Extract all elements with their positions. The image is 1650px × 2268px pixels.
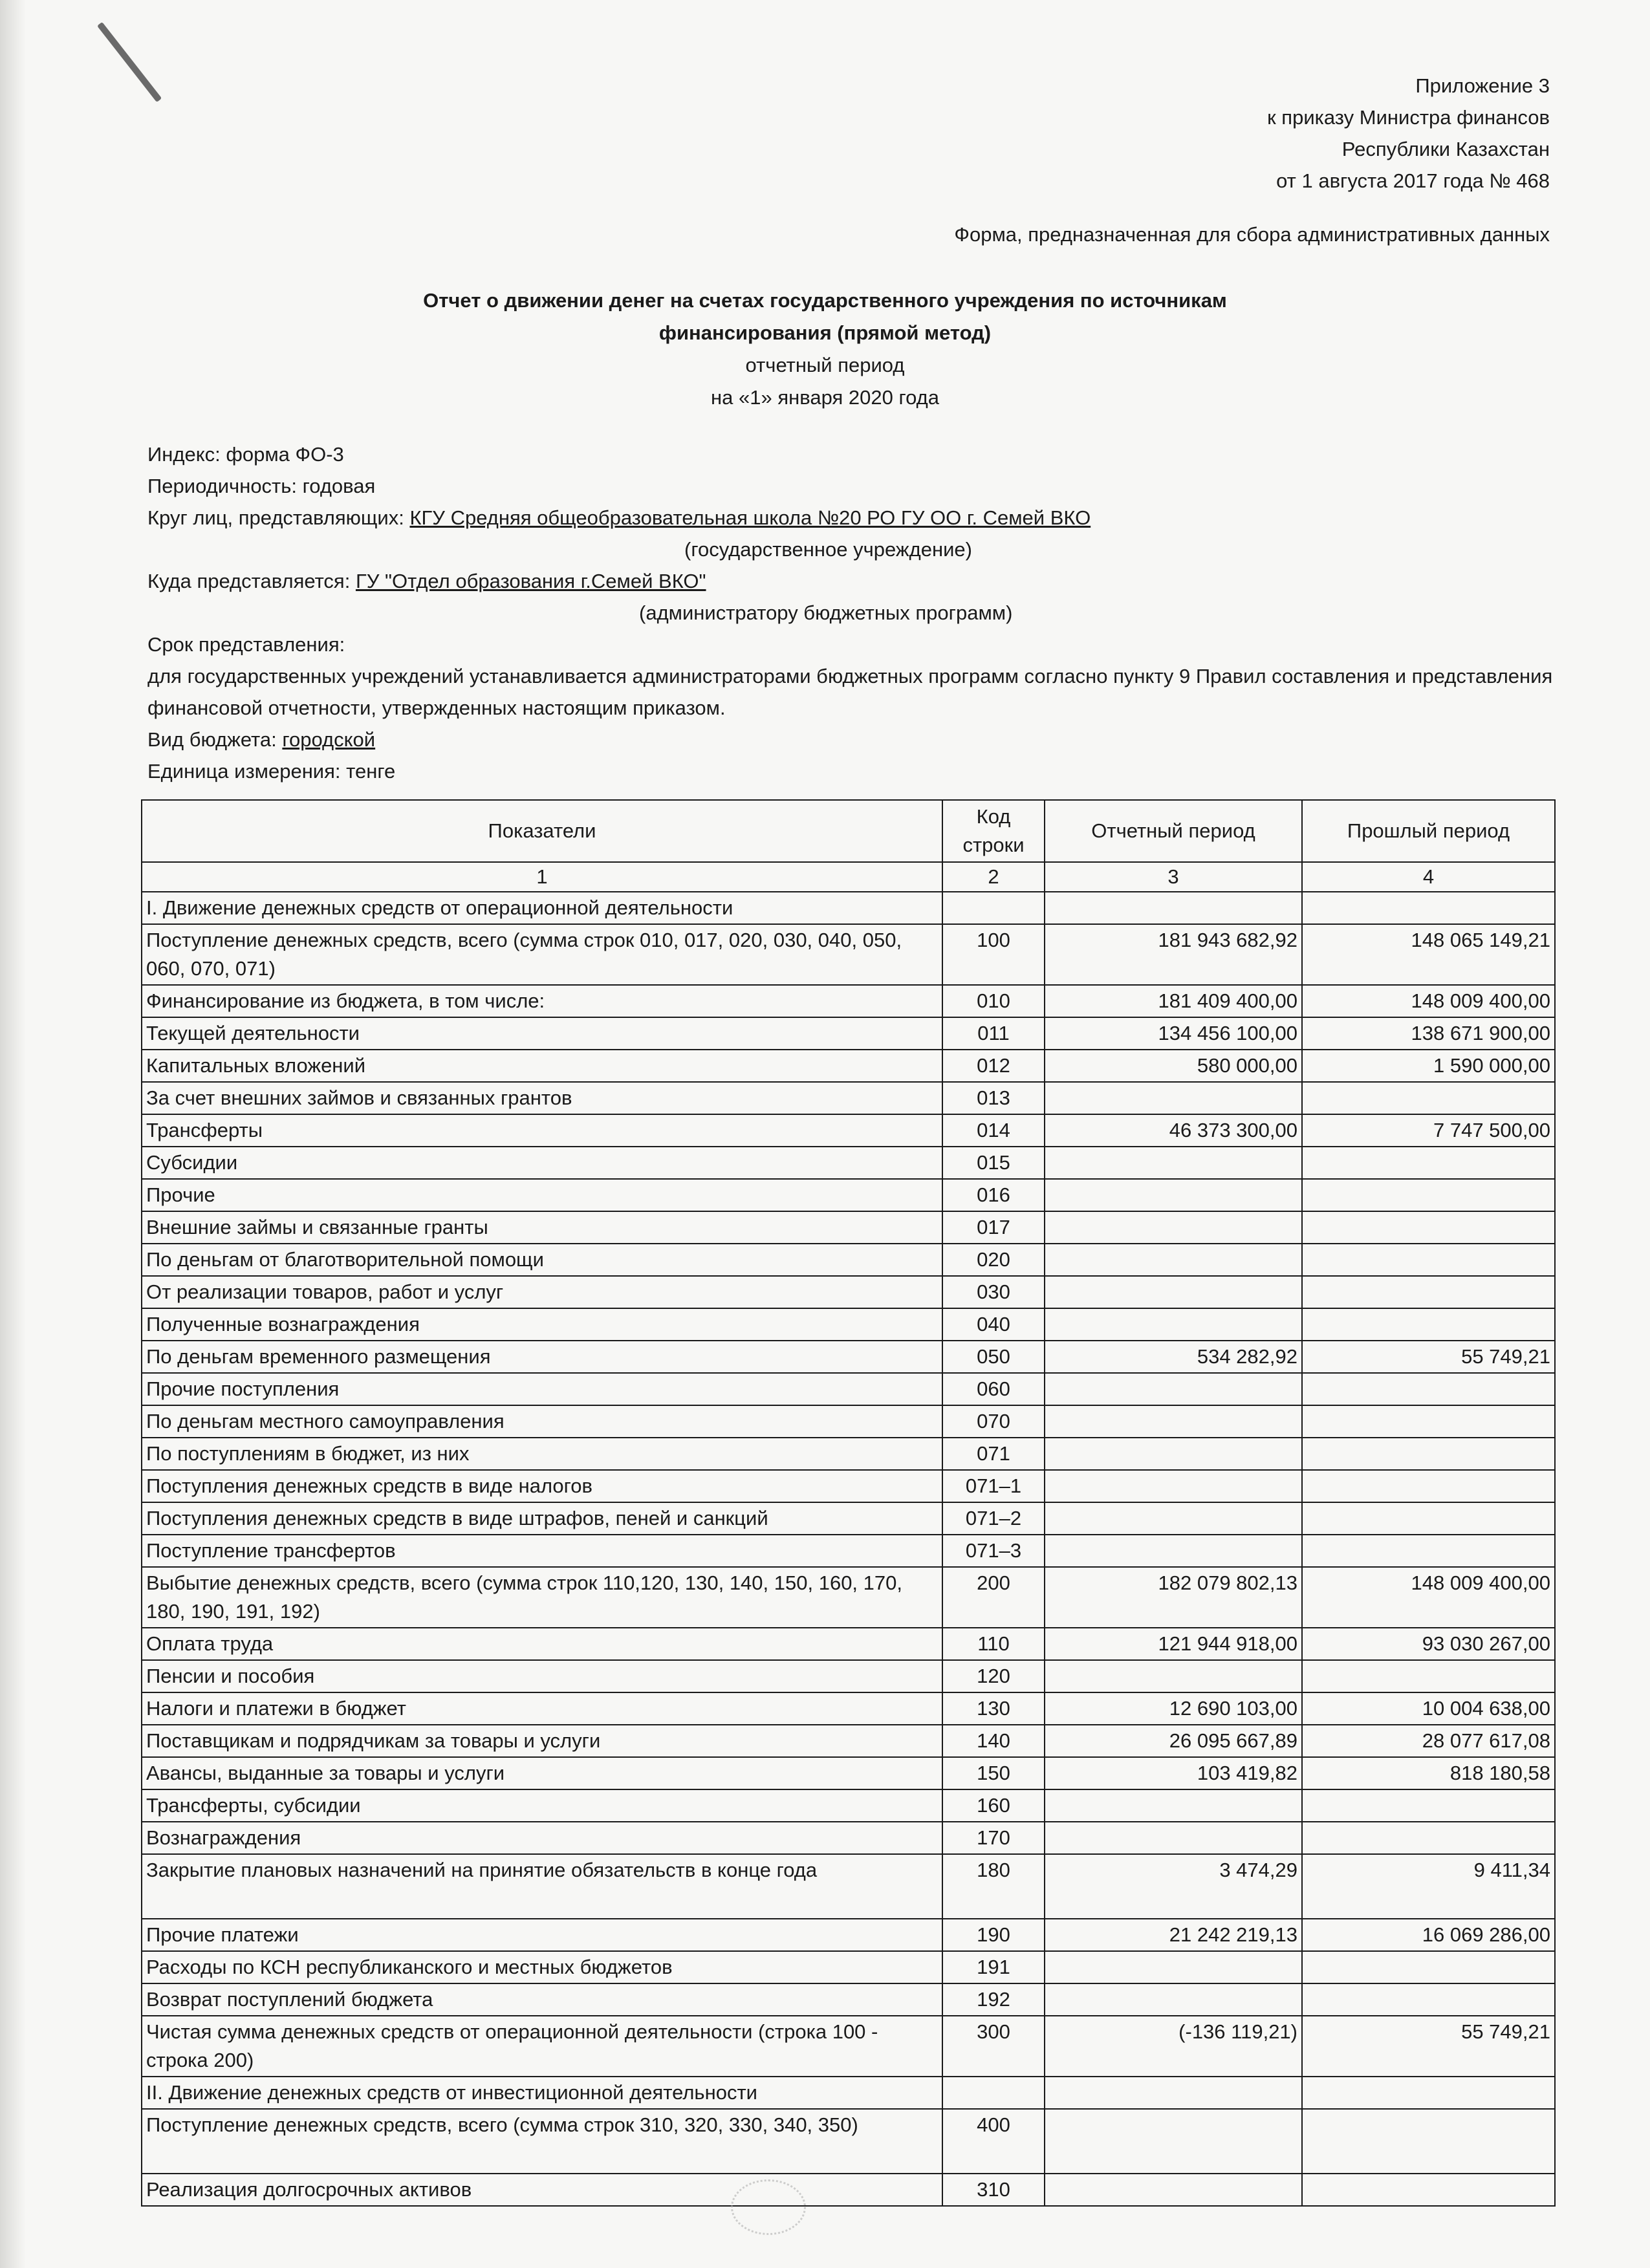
- row-current-value: [1045, 1438, 1302, 1470]
- row-previous-value: [1302, 1147, 1555, 1179]
- column-number-row: [142, 862, 1555, 892]
- row-label: Выбытие денежных средств, всего (сумма строк 110,120, 130, 140, 150, 160, 170, 180, 190, 191, 192): [142, 1567, 942, 1628]
- row-label: Расходы по КСН республиканского и местных бюджетов: [142, 1951, 942, 1983]
- row-previous-value: [1302, 1789, 1555, 1822]
- table-row: [142, 1567, 1555, 1628]
- row-current-value: [1045, 1983, 1302, 2016]
- row-code: 015: [942, 1147, 1045, 1179]
- annex-line-3: Республики Казахстан: [1341, 138, 1550, 160]
- row-previous-value: [1302, 2077, 1555, 2109]
- row-previous-value: 1 590 000,00: [1302, 1050, 1555, 1082]
- row-previous-value: 138 671 900,00: [1302, 1017, 1555, 1050]
- row-previous-value: [1302, 1535, 1555, 1567]
- row-label: Чистая сумма денежных средств от операционной деятельности (строка 100 - строка 200): [142, 2016, 942, 2077]
- row-label: По деньгам от благотворительной помощи: [142, 1244, 942, 1276]
- row-label: Вознаграждения: [142, 1822, 942, 1854]
- table-row: [142, 2174, 1555, 2206]
- row-label: Поступления денежных средств в виде штрафов, пеней и санкций: [142, 1502, 942, 1535]
- row-code: 190: [942, 1919, 1045, 1951]
- table-row: [142, 1789, 1555, 1822]
- faint-stamp-mark: [731, 2179, 806, 2235]
- row-previous-value: [1302, 1438, 1555, 1470]
- row-current-value: [1045, 1951, 1302, 1983]
- header-indicators: Показатели: [142, 800, 942, 862]
- index-line: Индекс: форма ФО-3: [147, 443, 344, 466]
- table-row: [142, 1276, 1555, 1308]
- row-current-value: [1045, 2174, 1302, 2206]
- row-current-value: [1045, 1308, 1302, 1341]
- row-previous-value: [1302, 1276, 1555, 1308]
- row-code: 170: [942, 1822, 1045, 1854]
- row-code: 071–2: [942, 1502, 1045, 1535]
- row-code: 050: [942, 1341, 1045, 1373]
- row-label: I. Движение денежных средств от операционной деятельности: [142, 892, 942, 924]
- row-current-value: [1045, 1276, 1302, 1308]
- row-current-value: 12 690 103,00: [1045, 1692, 1302, 1725]
- table-row: [142, 2109, 1555, 2174]
- row-code: 160: [942, 1789, 1045, 1822]
- header-previous-period: Прошлый период: [1302, 800, 1555, 862]
- row-current-value: 134 456 100,00: [1045, 1017, 1302, 1050]
- table-row: [142, 1147, 1555, 1179]
- row-label: Закрытие плановых назначений на принятие обязательств в конце года: [142, 1854, 942, 1919]
- title-line-4: на «1» января 2020 года: [711, 386, 939, 409]
- row-current-value: [1045, 1660, 1302, 1692]
- row-previous-value: [1302, 1405, 1555, 1438]
- table-row: [142, 1502, 1555, 1535]
- row-previous-value: [1302, 1308, 1555, 1341]
- table-row: [142, 1983, 1555, 2016]
- row-code: 011: [942, 1017, 1045, 1050]
- row-previous-value: [1302, 1951, 1555, 1983]
- table-row: [142, 1470, 1555, 1502]
- periodicity-line: Периодичность: годовая: [147, 475, 376, 497]
- row-label: Субсидии: [142, 1147, 942, 1179]
- row-current-value: 21 242 219,13: [1045, 1919, 1302, 1951]
- row-previous-value: 148 009 400,00: [1302, 985, 1555, 1017]
- table-row: [142, 1725, 1555, 1757]
- where-value: ГУ "Отдел образования г.Семей ВКО": [355, 570, 706, 592]
- row-label: Прочие: [142, 1179, 942, 1211]
- row-current-value: [1045, 1502, 1302, 1535]
- row-current-value: 3 474,29: [1045, 1854, 1302, 1919]
- row-previous-value: 818 180,58: [1302, 1757, 1555, 1789]
- row-label: От реализации товаров, работ и услуг: [142, 1276, 942, 1308]
- row-current-value: (-136 119,21): [1045, 2016, 1302, 2077]
- row-code: 200: [942, 1567, 1045, 1628]
- table-row: [142, 1179, 1555, 1211]
- row-code: 013: [942, 1082, 1045, 1114]
- row-code: 150: [942, 1757, 1045, 1789]
- row-previous-value: 55 749,21: [1302, 1341, 1555, 1373]
- title-line-3: отчетный период: [745, 354, 905, 376]
- row-label: Трансферты, субсидии: [142, 1789, 942, 1822]
- row-label: Поступления денежных средств в виде налогов: [142, 1470, 942, 1502]
- report-metadata: [147, 438, 1558, 787]
- table-row: [142, 1082, 1555, 1114]
- column-number: 4: [1302, 862, 1555, 892]
- row-label: Авансы, выданные за товары и услуги: [142, 1757, 942, 1789]
- row-label: За счет внешних займов и связанных грантов: [142, 1082, 942, 1114]
- table-row: [142, 1211, 1555, 1244]
- budget-label: Вид бюджета:: [147, 728, 283, 751]
- row-previous-value: 55 749,21: [1302, 2016, 1555, 2077]
- row-code: 140: [942, 1725, 1045, 1757]
- table-row: [142, 892, 1555, 924]
- table-row: [142, 2077, 1555, 2109]
- table-row: [142, 985, 1555, 1017]
- report-title: [0, 285, 1650, 414]
- annex-reference: [1267, 70, 1550, 197]
- table-row: [142, 2016, 1555, 2077]
- table-row: [142, 1757, 1555, 1789]
- staple-mark: [97, 22, 162, 102]
- row-label: По поступлениям в бюджет, из них: [142, 1438, 942, 1470]
- table-body: [142, 892, 1555, 2206]
- circle-label: Круг лиц, представляющих:: [147, 506, 410, 529]
- row-previous-value: [1302, 1211, 1555, 1244]
- row-current-value: 534 282,92: [1045, 1341, 1302, 1373]
- row-code: 017: [942, 1211, 1045, 1244]
- row-current-value: 26 095 667,89: [1045, 1725, 1302, 1757]
- row-code: 071–3: [942, 1535, 1045, 1567]
- row-label: Поступление денежных средств, всего (сумма строк 310, 320, 330, 340, 350): [142, 2109, 942, 2174]
- row-label: Поступление трансфертов: [142, 1535, 942, 1567]
- table-row: [142, 1114, 1555, 1147]
- row-current-value: [1045, 1405, 1302, 1438]
- table-row: [142, 1405, 1555, 1438]
- row-code: 310: [942, 2174, 1045, 2206]
- annex-line-2: к приказу Министра финансов: [1267, 106, 1550, 129]
- row-code: 191: [942, 1951, 1045, 1983]
- table-row: [142, 1017, 1555, 1050]
- table-header-row: [142, 800, 1555, 862]
- table-row: [142, 1660, 1555, 1692]
- row-current-value: 181 409 400,00: [1045, 985, 1302, 1017]
- header-code: Код строки: [942, 800, 1045, 862]
- row-code: 070: [942, 1405, 1045, 1438]
- row-current-value: [1045, 1179, 1302, 1211]
- title-line-2: финансирования (прямой метод): [658, 321, 992, 344]
- where-label: Куда представляется:: [147, 570, 356, 592]
- row-previous-value: 148 009 400,00: [1302, 1567, 1555, 1628]
- cash-flow-table: [141, 799, 1556, 2207]
- where-sub: (администратору бюджетных программ): [639, 601, 1013, 624]
- row-current-value: [1045, 892, 1302, 924]
- row-current-value: 181 943 682,92: [1045, 924, 1302, 985]
- circle-value: КГУ Средняя общеобразовательная школа №20 РО ГУ ОО г. Семей ВКО: [409, 506, 1091, 529]
- row-label: Налоги и платежи в бюджет: [142, 1692, 942, 1725]
- row-label: Пенсии и пособия: [142, 1660, 942, 1692]
- row-label: Поставщикам и подрядчикам за товары и услуги: [142, 1725, 942, 1757]
- row-current-value: [1045, 1470, 1302, 1502]
- row-code: 180: [942, 1854, 1045, 1919]
- row-previous-value: [1302, 1244, 1555, 1276]
- row-current-value: [1045, 1244, 1302, 1276]
- row-label: Прочие платежи: [142, 1919, 942, 1951]
- row-current-value: 580 000,00: [1045, 1050, 1302, 1082]
- row-label: Внешние займы и связанные гранты: [142, 1211, 942, 1244]
- row-code: 400: [942, 2109, 1045, 2174]
- row-current-value: [1045, 1822, 1302, 1854]
- table-row: [142, 1341, 1555, 1373]
- column-number: 1: [142, 862, 942, 892]
- form-purpose-note: Форма, предназначенная для сбора административных данных: [954, 223, 1550, 246]
- budget-line: [147, 724, 1558, 755]
- circle-sub: (государственное учреждение): [684, 538, 972, 561]
- row-previous-value: 148 065 149,21: [1302, 924, 1555, 985]
- table-row: [142, 924, 1555, 985]
- row-current-value: 103 419,82: [1045, 1757, 1302, 1789]
- annex-line-1: Приложение 3: [1415, 74, 1550, 97]
- title-line-1: Отчет о движении денег на счетах государственного учреждения по источникам: [423, 289, 1227, 312]
- table-row: [142, 1692, 1555, 1725]
- row-previous-value: [1302, 1983, 1555, 2016]
- column-number: 3: [1045, 862, 1302, 892]
- row-label: Финансирование из бюджета, в том числе:: [142, 985, 942, 1017]
- row-code: 060: [942, 1373, 1045, 1405]
- row-previous-value: 10 004 638,00: [1302, 1692, 1555, 1725]
- row-code: 014: [942, 1114, 1045, 1147]
- row-previous-value: [1302, 1502, 1555, 1535]
- deadline-text: для государственных учреждений устанавливается администраторами бюджетных программ согласно пункту 9 Правил составления и представления финансовой отчетности, утвержденных настоящим приказом.: [147, 665, 1553, 719]
- row-current-value: [1045, 1211, 1302, 1244]
- row-current-value: [1045, 1535, 1302, 1567]
- unit-line: Единица измерения: тенге: [147, 760, 396, 783]
- where-line: [147, 565, 1558, 597]
- row-code: [942, 2077, 1045, 2109]
- row-code: 300: [942, 2016, 1045, 2077]
- row-code: 040: [942, 1308, 1045, 1341]
- row-current-value: [1045, 1082, 1302, 1114]
- row-code: 020: [942, 1244, 1045, 1276]
- annex-line-4: от 1 августа 2017 года № 468: [1276, 169, 1550, 192]
- budget-value: городской: [282, 728, 376, 751]
- row-code: 130: [942, 1692, 1045, 1725]
- table-row: [142, 1854, 1555, 1919]
- row-current-value: [1045, 2109, 1302, 2174]
- row-previous-value: 16 069 286,00: [1302, 1919, 1555, 1951]
- header-current-period: Отчетный период: [1045, 800, 1302, 862]
- row-previous-value: 9 411,34: [1302, 1854, 1555, 1919]
- row-code: 100: [942, 924, 1045, 985]
- row-code: 110: [942, 1628, 1045, 1660]
- row-previous-value: 28 077 617,08: [1302, 1725, 1555, 1757]
- row-code: 071–1: [942, 1470, 1045, 1502]
- row-label: По деньгам местного самоуправления: [142, 1405, 942, 1438]
- row-label: Капитальных вложений: [142, 1050, 942, 1082]
- row-label: Реализация долгосрочных активов: [142, 2174, 942, 2206]
- row-previous-value: [1302, 1822, 1555, 1854]
- table-row: [142, 1438, 1555, 1470]
- row-current-value: [1045, 2077, 1302, 2109]
- row-label: Прочие поступления: [142, 1373, 942, 1405]
- table-row: [142, 1951, 1555, 1983]
- row-previous-value: [1302, 1082, 1555, 1114]
- row-label: Оплата труда: [142, 1628, 942, 1660]
- row-previous-value: [1302, 1179, 1555, 1211]
- row-current-value: [1045, 1147, 1302, 1179]
- row-previous-value: [1302, 1660, 1555, 1692]
- row-current-value: 182 079 802,13: [1045, 1567, 1302, 1628]
- table-row: [142, 1373, 1555, 1405]
- row-label: Возврат поступлений бюджета: [142, 1983, 942, 2016]
- table-row: [142, 1822, 1555, 1854]
- row-code: 012: [942, 1050, 1045, 1082]
- row-code: 030: [942, 1276, 1045, 1308]
- row-code: 016: [942, 1179, 1045, 1211]
- circle-line: [147, 502, 1558, 534]
- row-code: 120: [942, 1660, 1045, 1692]
- row-current-value: [1045, 1789, 1302, 1822]
- row-previous-value: [1302, 892, 1555, 924]
- deadline-line: Срок представления:: [147, 633, 345, 656]
- column-number: 2: [942, 862, 1045, 892]
- row-previous-value: [1302, 2109, 1555, 2174]
- row-code: [942, 892, 1045, 924]
- table-row: [142, 1535, 1555, 1567]
- row-code: 192: [942, 1983, 1045, 2016]
- table-row: [142, 1628, 1555, 1660]
- table-row: [142, 1308, 1555, 1341]
- row-current-value: 46 373 300,00: [1045, 1114, 1302, 1147]
- row-current-value: [1045, 1373, 1302, 1405]
- row-previous-value: 7 747 500,00: [1302, 1114, 1555, 1147]
- row-label: Поступление денежных средств, всего (сумма строк 010, 017, 020, 030, 040, 050, 060, 070, 071): [142, 924, 942, 985]
- row-previous-value: 93 030 267,00: [1302, 1628, 1555, 1660]
- row-current-value: 121 944 918,00: [1045, 1628, 1302, 1660]
- row-code: 071: [942, 1438, 1045, 1470]
- row-label: II. Движение денежных средств от инвестиционной деятельности: [142, 2077, 942, 2109]
- table-row: [142, 1919, 1555, 1951]
- row-previous-value: [1302, 1373, 1555, 1405]
- row-label: Полученные вознаграждения: [142, 1308, 942, 1341]
- row-previous-value: [1302, 2174, 1555, 2206]
- row-label: По деньгам временного размещения: [142, 1341, 942, 1373]
- row-label: Текущей деятельности: [142, 1017, 942, 1050]
- row-label: Трансферты: [142, 1114, 942, 1147]
- table-row: [142, 1050, 1555, 1082]
- row-code: 010: [942, 985, 1045, 1017]
- table-row: [142, 1244, 1555, 1276]
- row-previous-value: [1302, 1470, 1555, 1502]
